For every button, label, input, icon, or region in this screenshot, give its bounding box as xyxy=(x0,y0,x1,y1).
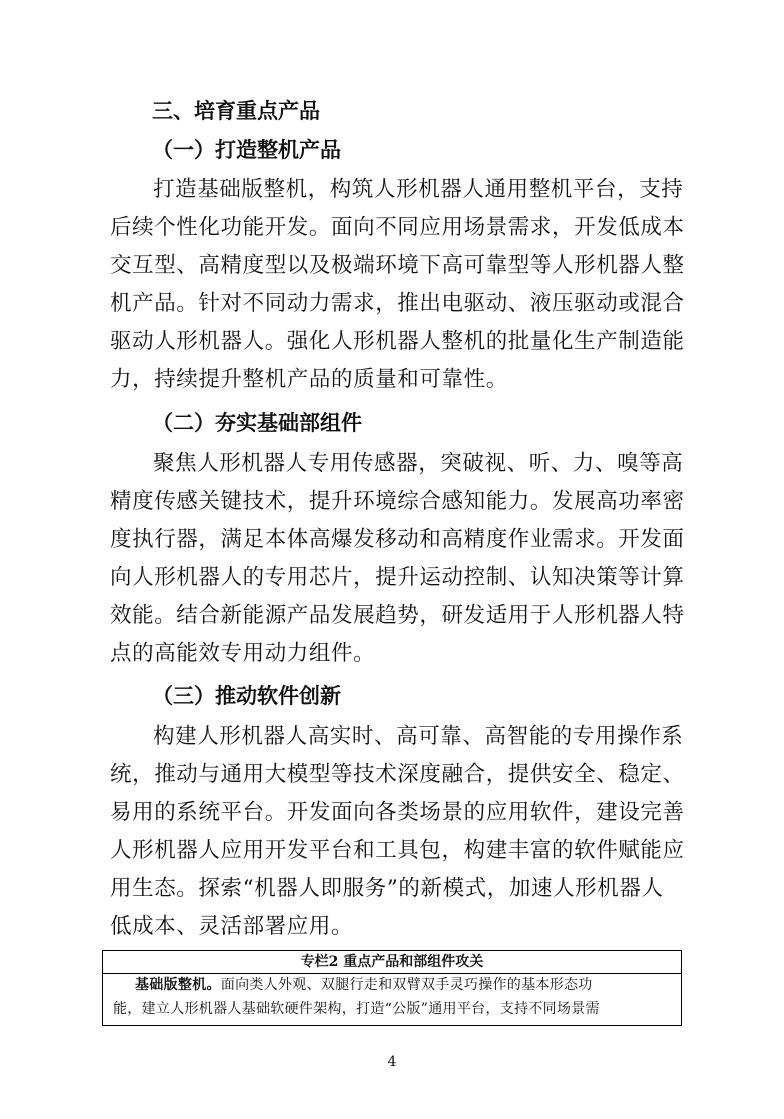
paragraph-line: 后续个性化功能开发。面向不同应用场景需求，开发低成本 xyxy=(110,215,685,240)
paragraph-line: 向人形机器人的专用芯片，提升运动控制、认知决策等计算 xyxy=(110,565,685,590)
feature-box-line-2: 能，建立人形机器人基础软硬件架构，打造“公版”通用平台，支持不同场景需 xyxy=(113,1001,600,1017)
feature-box-line-1-text: 面向类人外观、双腿行走和双臂双手灵巧操作的基本形态功 xyxy=(220,977,593,993)
feature-box-title: 专栏2 重点产品和部组件攻关 xyxy=(103,951,681,974)
paragraph-line: 聚焦人形机器人专用传感器，突破视、听、力、嗅等高 xyxy=(153,451,684,476)
feature-box-line-1 xyxy=(135,973,593,997)
page-number: 4 xyxy=(387,1054,397,1070)
section-heading: 三、培育重点产品 xyxy=(152,99,320,123)
paragraph-line: 度执行器，满足本体高爆发移动和高精度作业需求。开发面 xyxy=(110,527,685,552)
feature-box-bold-lead: 基础版整机。 xyxy=(135,977,221,993)
paragraph-line: 易用的系统平台。开发面向各类场景的应用软件，建设完善 xyxy=(110,800,685,825)
subsection-heading-3: （三）推动软件创新 xyxy=(152,684,341,708)
paragraph-line: 用生态。探索“机器人即服务”的新模式，加速人形机器人 xyxy=(110,876,664,901)
paragraph-line: 交互型、高精度型以及极端环境下高可靠型等人形机器人整 xyxy=(110,253,685,278)
paragraph-line: 构建人形机器人高实时、高可靠、高智能的专用操作系 xyxy=(153,724,684,749)
paragraph-line: 精度传感关键技术，提升环境综合感知能力。发展高功率密 xyxy=(110,489,685,514)
paragraph-line: 低成本、灵活部署应用。 xyxy=(110,914,354,939)
paragraph-line: 打造基础版整机，构筑人形机器人通用整机平台，支持 xyxy=(153,177,684,202)
subsection-heading-2: （二）夯实基础部组件 xyxy=(152,411,362,435)
paragraph-line: 驱动人形机器人。强化人形机器人整机的批量化生产制造能 xyxy=(110,329,685,354)
subsection-heading-1: （一）打造整机产品 xyxy=(152,138,341,162)
paragraph-line: 机产品。针对不同动力需求，推出电驱动、液压驱动或混合 xyxy=(110,291,685,316)
paragraph-line: 人形机器人应用开发平台和工具包，构建丰富的软件赋能应 xyxy=(110,838,685,863)
feature-box xyxy=(102,950,682,1026)
paragraph-line: 力，持续提升整机产品的质量和可靠性。 xyxy=(110,367,508,392)
paragraph-line: 统，推动与通用大模型等技术深度融合，提供安全、稳定、 xyxy=(110,762,685,787)
paragraph-line: 点的高能效专用动力组件。 xyxy=(110,641,376,666)
paragraph-line: 效能。结合新能源产品发展趋势，研发适用于人形机器人特 xyxy=(110,603,685,628)
